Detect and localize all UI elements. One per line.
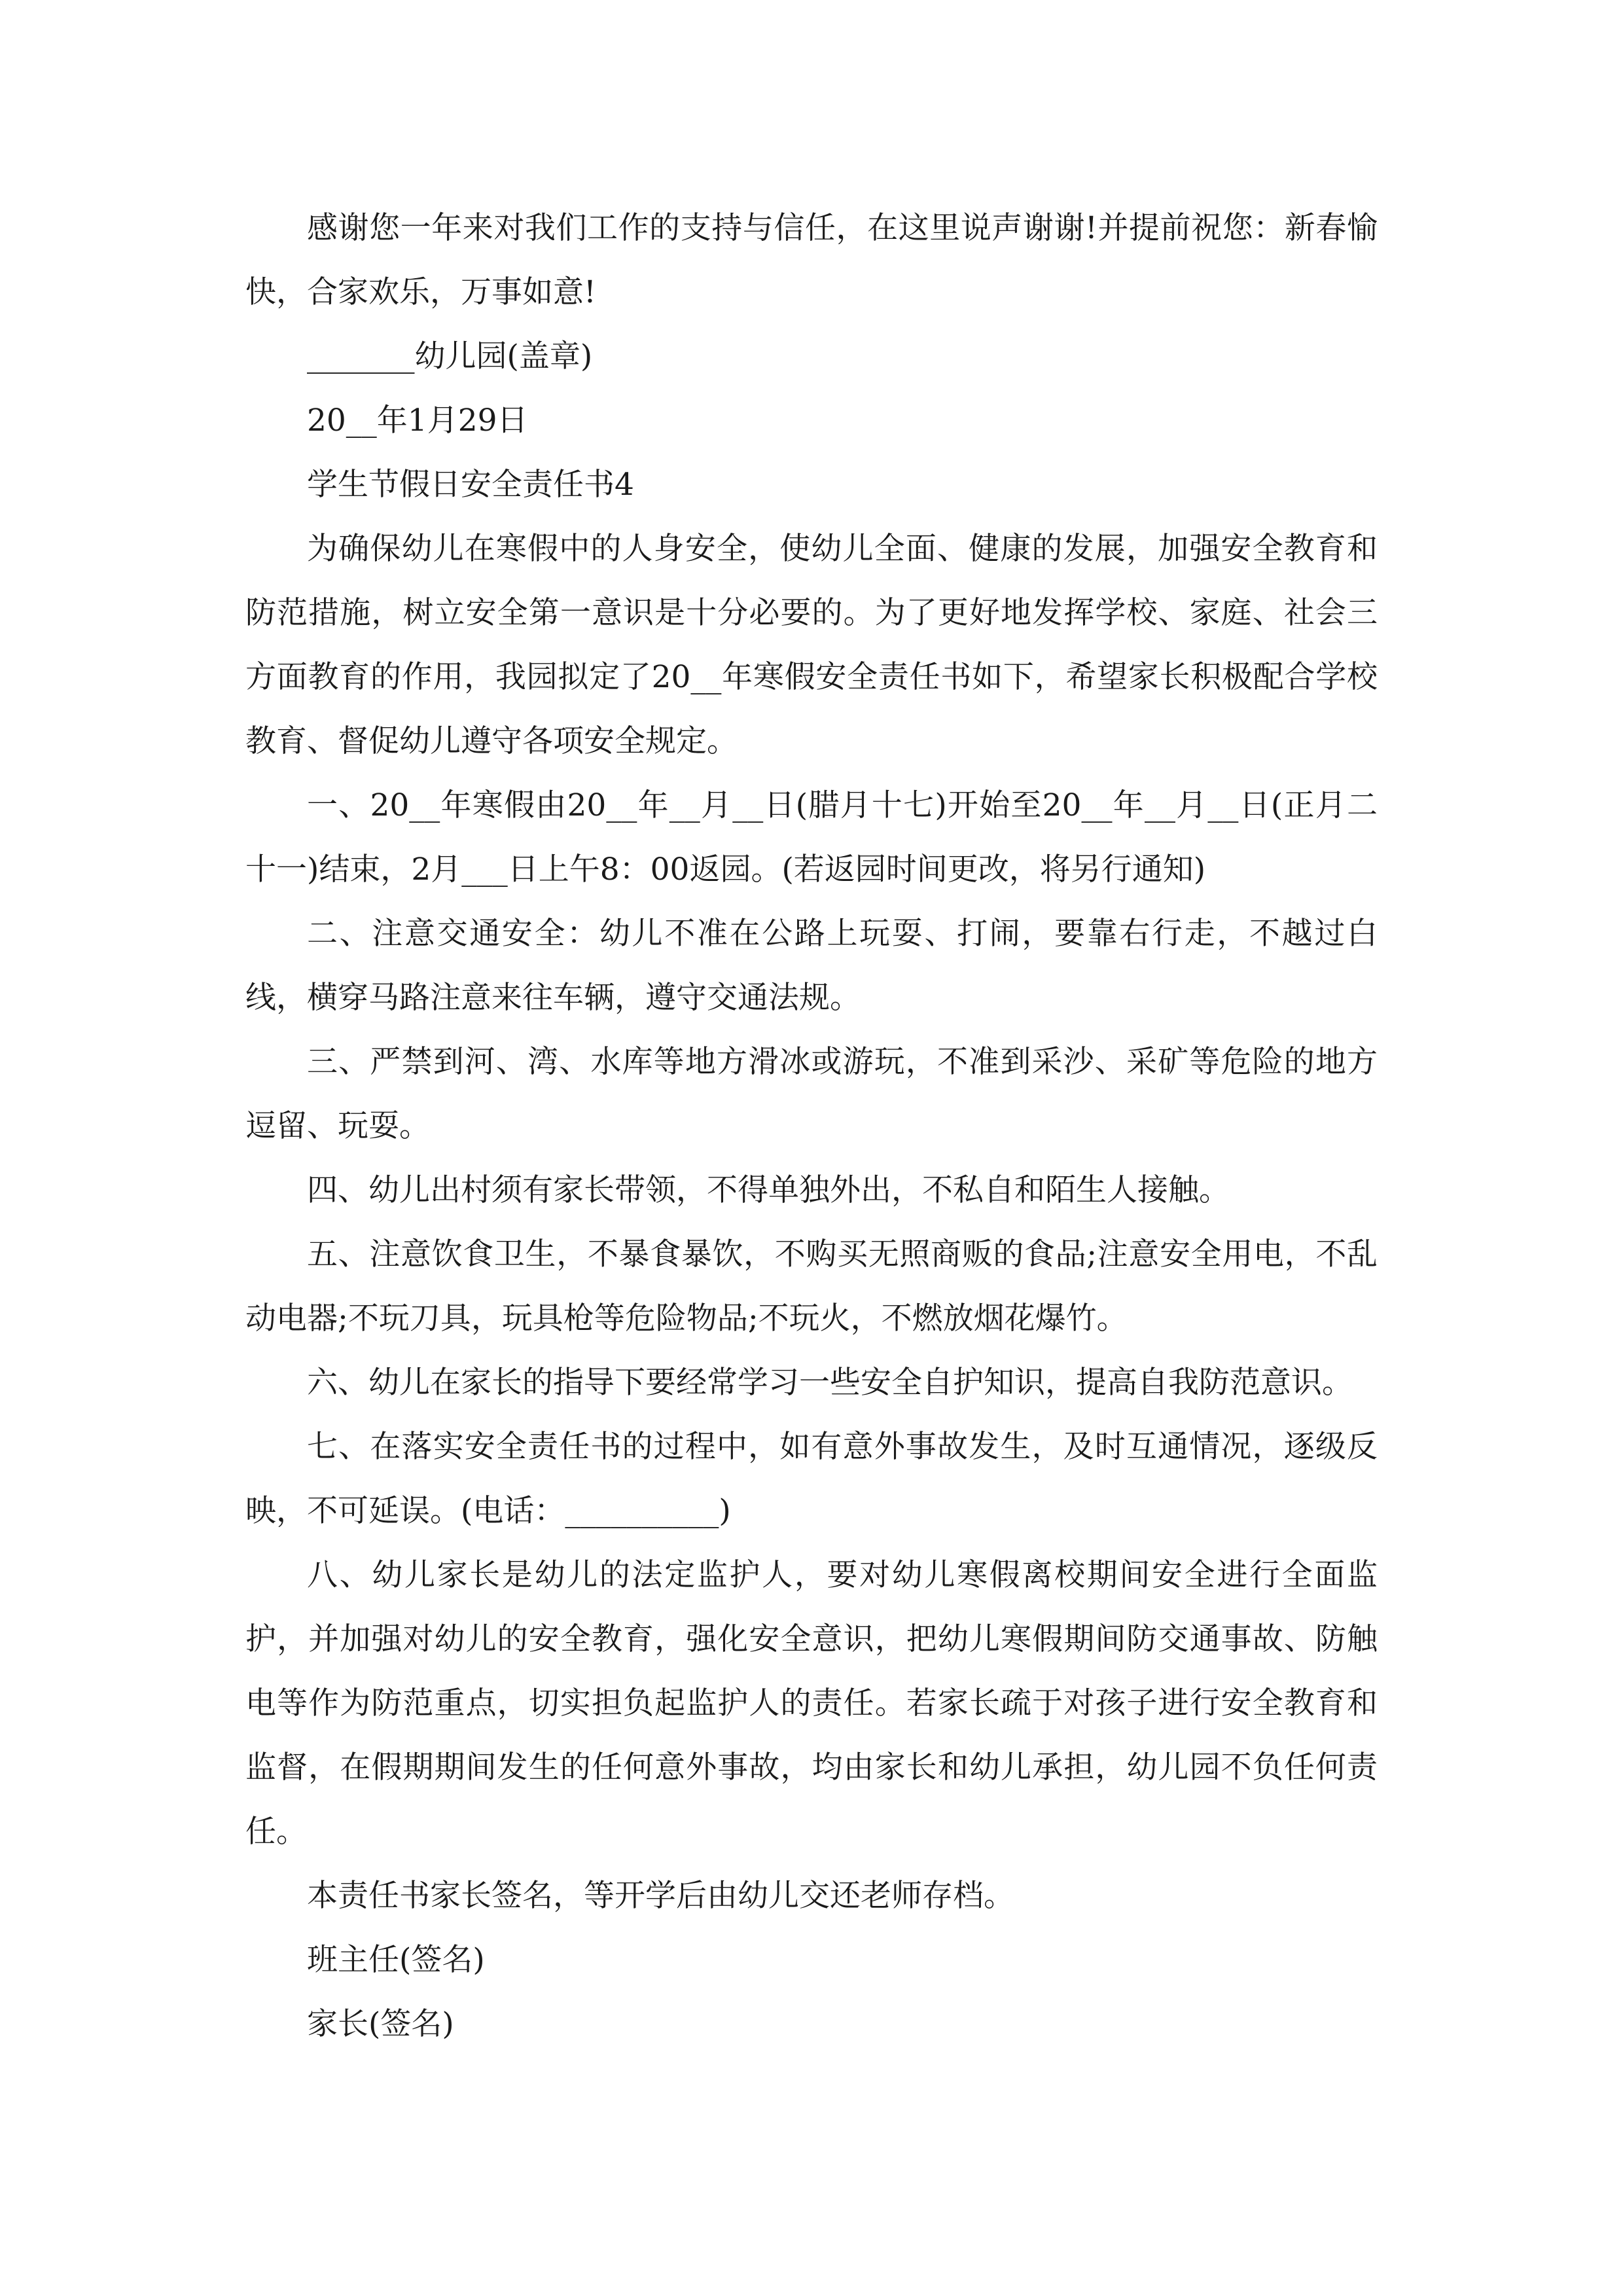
document-page [245, 196, 1378, 2056]
signature-note-paragraph: 本责任书家长签名，等开学后由幼儿交还老师存档。 [307, 1878, 1014, 1914]
section-title: 学生节假日安全责任书4 [307, 467, 634, 503]
rule-5-paragraph: 五、注意饮食卫生，不暴食暴饮，不购买无照商贩的食品;注意安全用电，不乱动电器;不玩刀具，玩具枪等危险物品;不玩火，不燃放烟花爆竹。 [245, 1236, 1378, 1336]
parent-signature-line: 家长(签名) [307, 2006, 454, 2042]
date-line: 20__年1月29日 [307, 403, 528, 439]
teacher-signature-line: 班主任(签名) [307, 1942, 485, 1978]
rule-6-paragraph: 六、幼儿在家长的指导下要经常学习一些安全自护知识，提高自我防范意识。 [307, 1365, 1353, 1401]
rule-4-paragraph: 四、幼儿出村须有家长带领，不得单独外出，不私自和陌生人接触。 [307, 1172, 1230, 1208]
rule-7-paragraph: 七、在落实安全责任书的过程中，如有意外事故发生，及时互通情况，逐级反映，不可延误。(电话：__________) [245, 1429, 1378, 1529]
closing-thanks-paragraph: 感谢您一年来对我们工作的支持与信任，在这里说声谢谢!并提前祝您：新春愉快，合家欢乐，万事如意! [245, 210, 1378, 310]
rule-1-paragraph: 一、20__年寒假由20__年__月__日(腊月十七)开始至20__年__月__日(正月二十一)结束，2月___日上午8：00返园。(若返园时间更改，将另行通知) [245, 787, 1378, 888]
rule-3-paragraph: 三、严禁到河、湾、水库等地方滑冰或游玩，不准到采沙、采矿等危险的地方逗留、玩耍。 [245, 1044, 1378, 1144]
rule-8-paragraph: 八、幼儿家长是幼儿的法定监护人，要对幼儿寒假离校期间安全进行全面监护，并加强对幼儿的安全教育，强化安全意识，把幼儿寒假期间防交通事故、防触电等作为防范重点，切实担负起监护人的责任。若家长疏于对孩子进行安全教育和监督，在假期期间发生的任何意外事故，均由家长和幼儿承担，幼儿园不负任何责任。 [245, 1557, 1378, 1850]
rule-2-paragraph: 二、注意交通安全：幼儿不准在公路上玩耍、打闹，要靠右行走，不越过白线，横穿马路注意来往车辆，遵守交通法规。 [245, 916, 1378, 1016]
intro-paragraph: 为确保幼儿在寒假中的人身安全，使幼儿全面、健康的发展，加强安全教育和防范措施，树立安全第一意识是十分必要的。为了更好地发挥学校、家庭、社会三方面教育的作用，我园拟定了20__年寒假安全责任书如下，希望家长积极配合学校教育、督促幼儿遵守各项安全规定。 [245, 531, 1378, 759]
kindergarten-seal-line: _______幼儿园(盖章) [307, 338, 593, 374]
